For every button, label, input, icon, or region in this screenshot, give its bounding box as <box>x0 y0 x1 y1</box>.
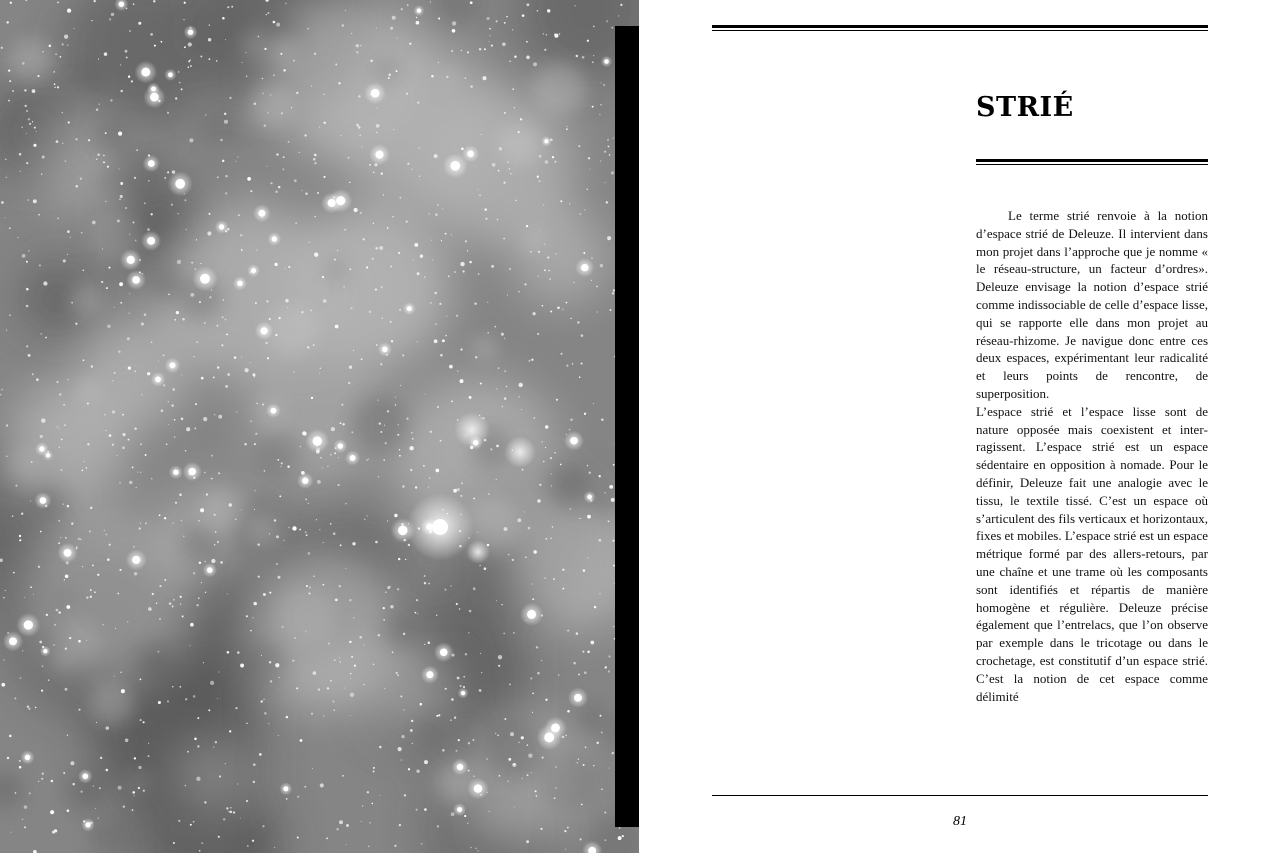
right-page-text <box>640 0 1280 853</box>
page-number: 81 <box>953 814 967 829</box>
body-text <box>976 207 1208 705</box>
top-double-rule <box>712 25 1208 32</box>
chapter-title: STRIÉ <box>976 92 1074 123</box>
black-edge-bar <box>615 26 639 827</box>
paragraph-2: L’espace strié et l’espace lisse sont de nature opposée mais coexistent et interragissent. L’espace strié est un espace sédentaire en opposition à nomade. Pour le définir, Deleuze fait une analogie avec le tissu, le textile tissé. C’est un espace où s’articulent des fils verticaux et horizontaux, fixes et mobiles. L’espace strié est un espace métrique formé par des allers-retours, par une chaîne et une trame où les composants sont identifiés et répartis de manière homogène et régulière. Deleuze précise également que l’entrelacs, que l’on observe par exemple dans le tricotage ou dans le crochetage, est constitutif d’un espace strié. C’est la notion de cet espace comme délimité <box>976 403 1208 704</box>
title-double-rule <box>976 159 1208 165</box>
paragraph-1: Le terme strié renvoie à la notion d’espace strié de Deleuze. Il intervient dans mon projet dans l’approche que je nomme « le réseau-structure, un facteur d’ordres». Deleuze envisage la notion d’espace strié comme indissociable de celle d’espace lisse, qui se rapporte elle dans mon projet au réseau-rhizome. Je navigue donc entre ces deux espaces, expérimentant leur radicalité et leurs points de rencontre, de superposition. <box>976 208 1208 401</box>
bottom-rule <box>712 795 1208 796</box>
